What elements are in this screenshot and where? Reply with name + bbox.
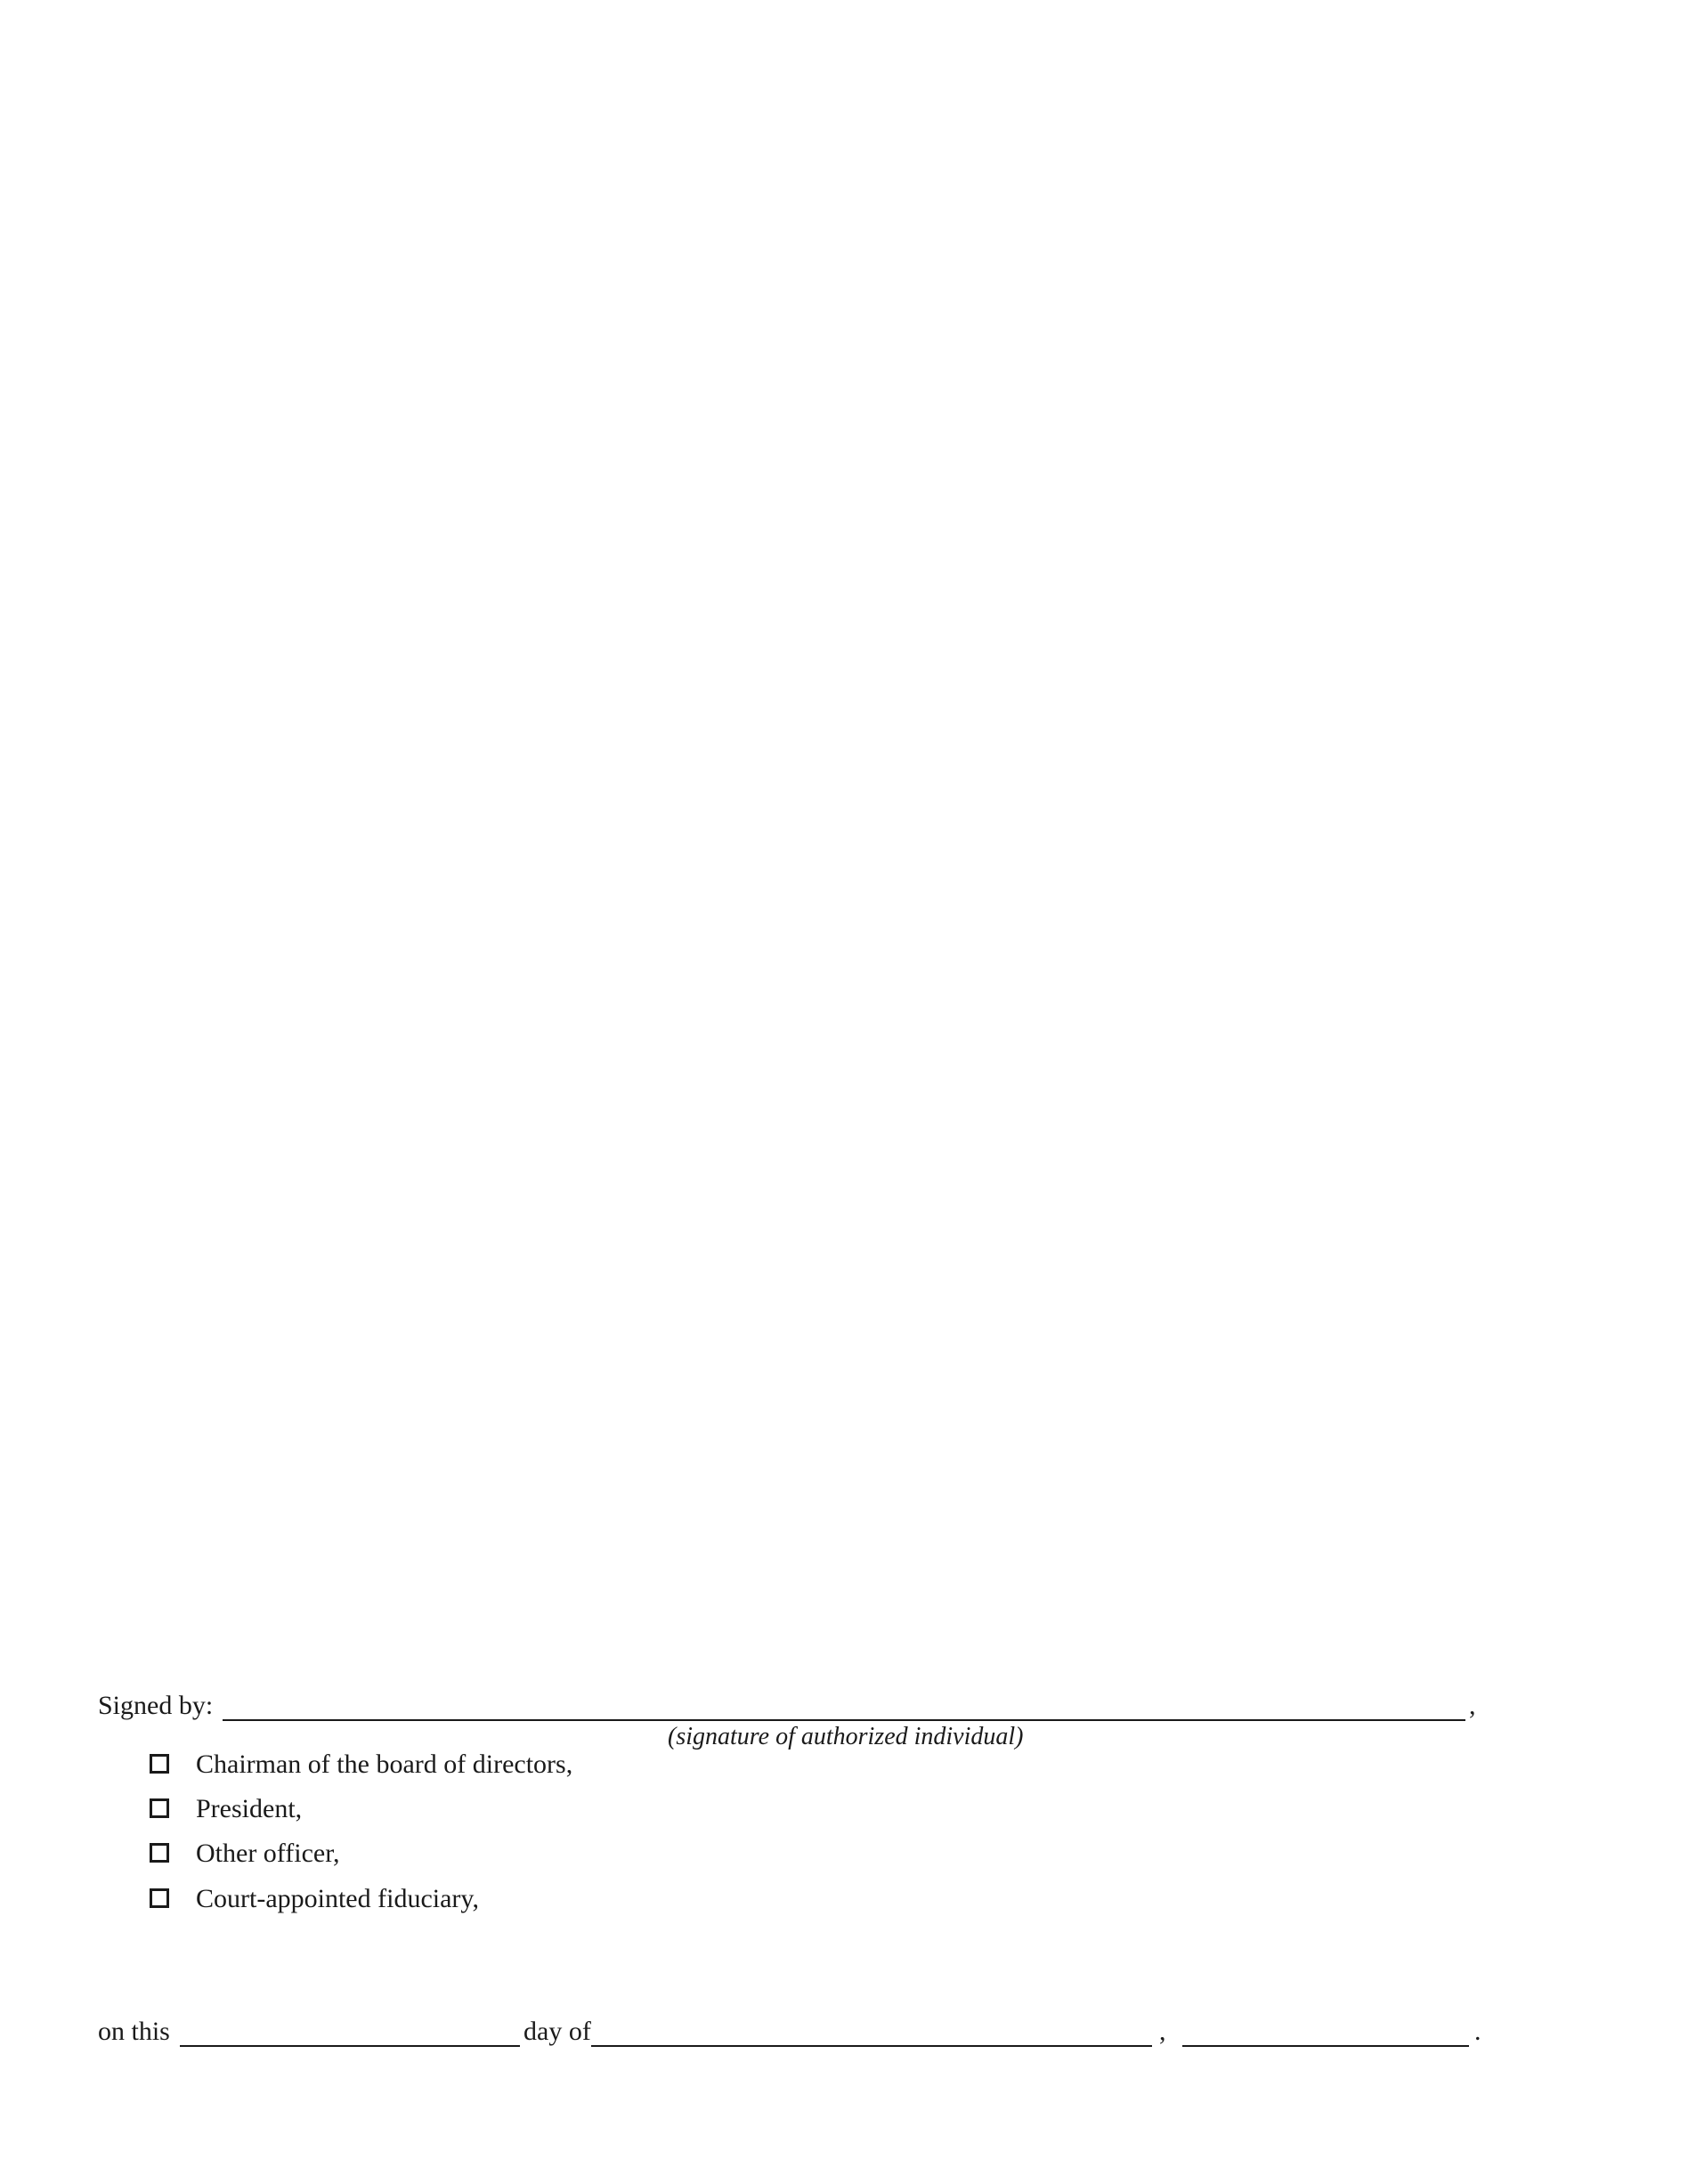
year-underline bbox=[1182, 2045, 1469, 2047]
signature-underline bbox=[223, 1719, 1465, 1721]
year-field[interactable] bbox=[1184, 2014, 1467, 2044]
on-this-label: on this bbox=[98, 2017, 170, 2046]
role-label-other-officer: Other officer, bbox=[196, 1839, 340, 1868]
date-period: . bbox=[1474, 2017, 1481, 2046]
signature-field[interactable] bbox=[224, 1688, 1462, 1718]
month-field[interactable] bbox=[593, 2014, 1148, 2044]
checkbox-other-officer[interactable] bbox=[150, 1843, 169, 1863]
date-comma: , bbox=[1159, 2017, 1166, 2046]
day-of-label: day of bbox=[523, 2017, 591, 2046]
role-label-chairman: Chairman of the board of directors, bbox=[196, 1750, 573, 1779]
role-label-president: President, bbox=[196, 1794, 303, 1823]
day-field[interactable] bbox=[182, 2014, 518, 2044]
month-underline bbox=[591, 2045, 1152, 2047]
checkbox-chairman[interactable] bbox=[150, 1754, 169, 1774]
signature-caption: (signature of authorized individual) bbox=[668, 1723, 1024, 1750]
checkbox-court-appointed-fiduciary[interactable] bbox=[150, 1888, 169, 1908]
signed-by-label: Signed by: bbox=[98, 1691, 214, 1720]
role-label-court-appointed-fiduciary: Court-appointed fiduciary, bbox=[196, 1884, 479, 1913]
signature-trailing-comma: , bbox=[1469, 1691, 1476, 1720]
checkbox-president[interactable] bbox=[150, 1798, 169, 1818]
day-underline bbox=[180, 2045, 520, 2047]
